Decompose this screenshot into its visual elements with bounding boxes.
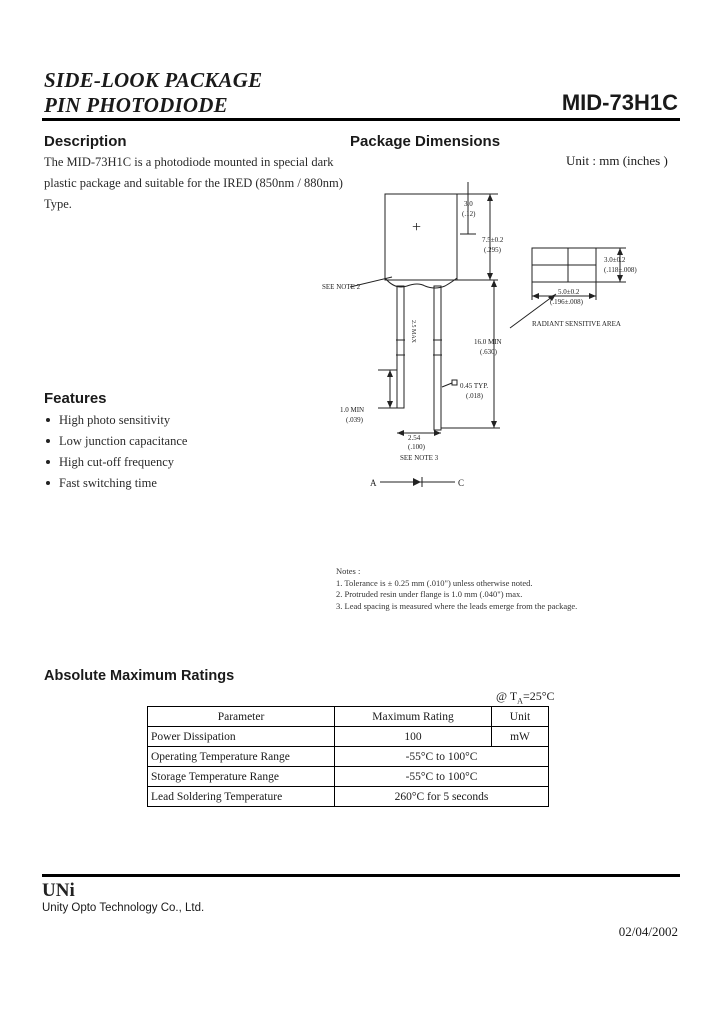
note-item: 2. Protruded resin under flange is 1.0 mm (.040") max. bbox=[336, 589, 523, 599]
ratings-table bbox=[147, 706, 549, 807]
part-number: MID-73H1C bbox=[561, 90, 678, 115]
note-item: 3. Lead spacing is measured where the leads emerge from the package. bbox=[336, 600, 578, 611]
package-heading: Package Dimensions bbox=[350, 133, 501, 150]
notes-block bbox=[336, 566, 577, 612]
plus-sign: + bbox=[412, 219, 422, 236]
note-label: SEE NOTE 3 bbox=[400, 454, 439, 462]
cell-rating: 100 bbox=[335, 727, 492, 747]
company-logo bbox=[42, 880, 88, 898]
ratings-heading: Absolute Maximum Ratings bbox=[44, 668, 235, 684]
footer-rule bbox=[42, 874, 680, 877]
dim-label: (.630) bbox=[480, 348, 497, 356]
cell-param: Lead Soldering Temperature bbox=[148, 787, 335, 807]
cathode-label: C bbox=[458, 478, 465, 488]
bullet-icon bbox=[46, 439, 50, 443]
unit-label: Unit : mm (inches ) bbox=[566, 153, 668, 168]
company-name: Unity Opto Technology Co., Ltd. bbox=[42, 902, 205, 914]
description-heading: Description bbox=[44, 133, 127, 150]
table-row bbox=[148, 747, 549, 767]
description-line: plastic package and suitable for the IRED (850nm / 880nm) bbox=[44, 176, 343, 190]
dim-label: (.118±.008) bbox=[604, 266, 637, 274]
header-rule bbox=[42, 118, 680, 121]
cell-rating: -55°C to 100°C bbox=[335, 747, 549, 767]
bullet-icon bbox=[46, 481, 50, 485]
dim-label: 0.45 TYP. bbox=[460, 382, 489, 390]
title-line-2: PIN PHOTODIODE bbox=[44, 93, 228, 117]
note-item: 1. Tolerance is ± 0.25 mm (.010") unless otherwise noted. bbox=[336, 577, 533, 588]
dim-label: (.12) bbox=[462, 210, 476, 218]
cell-rating: 260°C for 5 seconds bbox=[335, 787, 549, 807]
list-item: High cut-off frequency bbox=[44, 452, 187, 473]
package-body bbox=[385, 194, 457, 280]
table-row bbox=[148, 767, 549, 787]
list-item: Low junction capacitance bbox=[44, 431, 187, 452]
dim-label: 7.5±0.2 bbox=[482, 236, 504, 244]
note-label: SEE NOTE 2 bbox=[322, 283, 361, 291]
dim-label: 5.0±0.2 bbox=[558, 288, 580, 296]
cell-param: Operating Temperature Range bbox=[148, 747, 335, 767]
dim-label: 16.0 MIN bbox=[474, 338, 502, 346]
title-line-1: SIDE-LOOK PACKAGE bbox=[44, 68, 263, 92]
features-list bbox=[44, 410, 187, 494]
document-date: 02/04/2002 bbox=[618, 924, 678, 939]
diode-icon bbox=[413, 478, 421, 486]
description-line: The MID-73H1C is a photodiode mounted in special dark bbox=[44, 155, 334, 169]
bullet-icon bbox=[46, 418, 50, 422]
dim-label: (.295) bbox=[484, 246, 501, 254]
cell-unit: mW bbox=[492, 727, 549, 747]
ratings-condition: @ $T_A=25^\circ C$ bbox=[496, 689, 555, 706]
cell-rating: -55°C to 100°C bbox=[335, 767, 549, 787]
cell-param: Power Dissipation bbox=[148, 727, 335, 747]
dim-label: 3.0±0.2 bbox=[604, 256, 626, 264]
list-item: Fast switching time bbox=[44, 473, 187, 494]
notes-heading: Notes : bbox=[336, 566, 361, 576]
dim-label: (.039) bbox=[346, 416, 363, 424]
dim-label: 2.54 bbox=[408, 434, 421, 442]
dim-label: (.100) bbox=[408, 443, 425, 451]
dim-label: (.018) bbox=[466, 392, 483, 400]
column-header: Unit bbox=[492, 707, 549, 727]
list-item: High photo sensitivity bbox=[44, 410, 187, 431]
column-header: Maximum Rating bbox=[335, 707, 492, 727]
column-header: Parameter bbox=[148, 707, 335, 727]
cell-param: Storage Temperature Range bbox=[148, 767, 335, 787]
features-heading: Features bbox=[44, 390, 107, 407]
dim-label: 3.0 bbox=[464, 200, 473, 208]
svg-text:UNi: UNi bbox=[42, 880, 75, 898]
dim-label: 1.0 MIN bbox=[340, 406, 365, 414]
lead-cathode bbox=[434, 286, 441, 430]
table-row bbox=[148, 787, 549, 807]
table-row bbox=[148, 727, 549, 747]
lead-anode bbox=[397, 286, 404, 408]
description-line: Type. bbox=[44, 197, 72, 211]
dim-label: 2.5 MAX bbox=[410, 320, 416, 344]
table-header-row bbox=[148, 707, 549, 727]
anode-label: A bbox=[370, 478, 377, 488]
package-drawing bbox=[300, 170, 640, 500]
description-text bbox=[44, 152, 344, 215]
bullet-icon bbox=[46, 460, 50, 464]
radiant-area-label: RADIANT SENSITIVE AREA bbox=[532, 320, 621, 328]
dim-label: (.196±.008) bbox=[550, 298, 584, 306]
